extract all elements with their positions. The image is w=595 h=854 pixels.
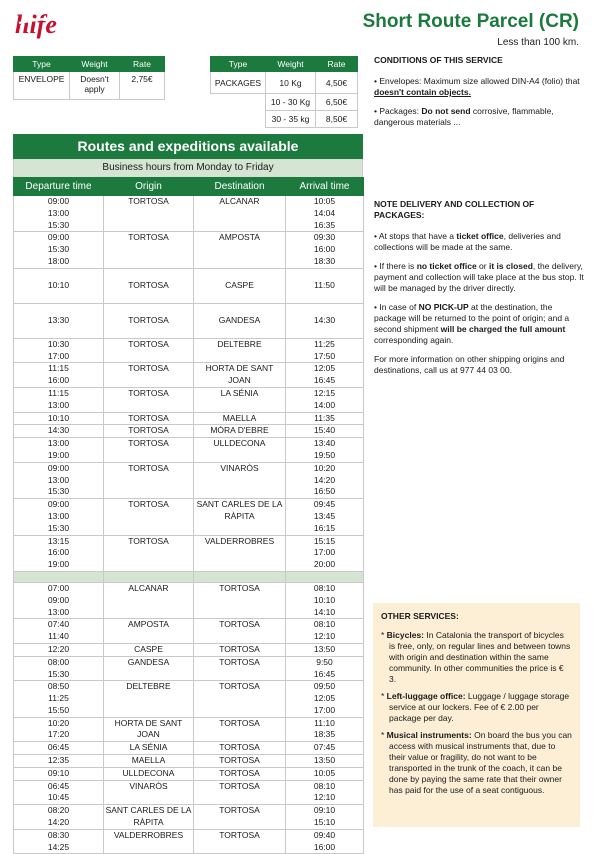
route-row bbox=[14, 582, 364, 618]
col-weight: Weight bbox=[266, 57, 316, 72]
arrival-cell: 13:50 bbox=[286, 755, 364, 768]
route-row bbox=[14, 805, 364, 830]
origin-cell: VINARÒS bbox=[104, 780, 194, 805]
departure-cell: 09:00 13:00 15:30 bbox=[14, 196, 104, 232]
hife-logo bbox=[13, 11, 99, 39]
delivery-note-contact: For more information on other shipping origins and destinations, call us at 977 44 03 00. bbox=[374, 354, 565, 375]
arrival-cell: 15:15 17:00 20:00 bbox=[286, 535, 364, 571]
package-rate: 6,50€ bbox=[316, 94, 358, 111]
departure-cell: 08:00 15:30 bbox=[14, 656, 104, 681]
destination-cell: TORTOSA bbox=[194, 619, 286, 644]
routes-table bbox=[13, 177, 364, 854]
departure-cell: 06:45 bbox=[14, 742, 104, 755]
service-left-luggage: * Left-luggage office: Luggage / luggage storage service at our lockers. Fee of € 2.00 per package per day. bbox=[381, 691, 570, 723]
arrival-cell: 09:50 12:05 17:00 bbox=[286, 681, 364, 717]
origin-cell: GANDESA bbox=[104, 656, 194, 681]
destination-cell: MÓRA D'EBRE bbox=[194, 425, 286, 438]
logo-text: hife bbox=[15, 10, 57, 39]
route-row bbox=[14, 303, 364, 338]
arrival-cell: 07:45 bbox=[286, 742, 364, 755]
origin-cell: VALDERROBRES bbox=[104, 829, 194, 854]
origin-cell: TORTOSA bbox=[104, 438, 194, 463]
package-rate-table bbox=[210, 56, 358, 128]
envelope-rate-table bbox=[13, 56, 165, 100]
departure-cell: 07:00 09:00 13:00 bbox=[14, 582, 104, 618]
route-row bbox=[14, 535, 364, 571]
col-arrival: Arrival time bbox=[286, 178, 364, 196]
origin-cell: TORTOSA bbox=[104, 425, 194, 438]
origin-cell: TORTOSA bbox=[104, 387, 194, 412]
condition-packages: • Packages: Do not send corrosive, flammable, dangerous materials ... bbox=[374, 106, 554, 127]
destination-cell: ALCANAR bbox=[194, 196, 286, 232]
destination-cell: TORTOSA bbox=[194, 755, 286, 768]
destination-cell: TORTOSA bbox=[194, 805, 286, 830]
return-separator bbox=[14, 571, 364, 582]
departure-cell: 11:15 16:00 bbox=[14, 363, 104, 388]
departure-cell: 10:10 bbox=[14, 268, 104, 303]
origin-cell: TORTOSA bbox=[104, 462, 194, 498]
departure-cell: 10:30 17:00 bbox=[14, 338, 104, 363]
origin-cell: TORTOSA bbox=[104, 196, 194, 232]
conditions-section bbox=[374, 55, 584, 136]
route-row bbox=[14, 412, 364, 425]
origin-cell: MAELLA bbox=[104, 755, 194, 768]
routes-title: Routes and expeditions available bbox=[13, 134, 363, 159]
destination-cell: VINARÒS bbox=[194, 462, 286, 498]
col-weight: Weight bbox=[70, 57, 120, 72]
arrival-cell: 12:05 16:45 bbox=[286, 363, 364, 388]
departure-cell: 08:30 14:25 bbox=[14, 829, 104, 854]
departure-cell: 09:10 bbox=[14, 767, 104, 780]
col-origin: Origin bbox=[104, 178, 194, 196]
destination-cell: CASPE bbox=[194, 268, 286, 303]
package-type: PACKAGES bbox=[211, 72, 266, 94]
arrival-cell: 09:30 16:00 18:30 bbox=[286, 232, 364, 268]
route-row bbox=[14, 829, 364, 854]
route-row bbox=[14, 338, 364, 363]
route-row bbox=[14, 499, 364, 535]
destination-cell: DELTEBRE bbox=[194, 338, 286, 363]
page-title: Short Route Parcel (CR) bbox=[362, 11, 579, 32]
col-departure: Departure time bbox=[14, 178, 104, 196]
origin-cell: AMPOSTA bbox=[104, 619, 194, 644]
package-rate: 4,50€ bbox=[316, 72, 358, 94]
destination-cell: HORTA DE SANT JOAN bbox=[194, 363, 286, 388]
arrival-cell: 09:10 15:10 bbox=[286, 805, 364, 830]
package-type bbox=[211, 111, 266, 128]
destination-cell: TORTOSA bbox=[194, 717, 286, 742]
origin-cell: HORTA DE SANT JOAN bbox=[104, 717, 194, 742]
arrival-cell: 9:50 16:45 bbox=[286, 656, 364, 681]
origin-cell: LA SÉNIA bbox=[104, 742, 194, 755]
delivery-note-no-office: • If there is no ticket office or it is closed, the delivery, payment and collection will take place at the bus stop. It will be managed by the driver directly. bbox=[374, 261, 584, 293]
envelope-rate: 2,75€ bbox=[120, 72, 165, 100]
destination-cell: ULLDECONA bbox=[194, 438, 286, 463]
page-subtitle: Less than 100 km. bbox=[497, 37, 579, 48]
departure-cell: 13:00 19:00 bbox=[14, 438, 104, 463]
destination-cell: TORTOSA bbox=[194, 742, 286, 755]
destination-cell: GANDESA bbox=[194, 303, 286, 338]
departure-cell: 12:20 bbox=[14, 643, 104, 656]
col-type: Type bbox=[211, 57, 266, 72]
destination-cell: TORTOSA bbox=[194, 780, 286, 805]
route-row bbox=[14, 780, 364, 805]
col-type: Type bbox=[14, 57, 70, 72]
origin-cell: TORTOSA bbox=[104, 268, 194, 303]
departure-cell: 07:40 11:40 bbox=[14, 619, 104, 644]
arrival-cell: 09:45 13:45 16:15 bbox=[286, 499, 364, 535]
departure-cell: 14:30 bbox=[14, 425, 104, 438]
route-row bbox=[14, 717, 364, 742]
departure-cell: 09:00 15:30 18:00 bbox=[14, 232, 104, 268]
arrival-cell: 08:10 12:10 bbox=[286, 780, 364, 805]
destination-cell: VALDERROBRES bbox=[194, 535, 286, 571]
departure-cell: 09:00 13:00 15:30 bbox=[14, 462, 104, 498]
separator-cell bbox=[14, 571, 104, 582]
departure-cell: 11:15 13:00 bbox=[14, 387, 104, 412]
arrival-cell: 08:10 12:10 bbox=[286, 619, 364, 644]
service-bicycles: * Bicycles: In Catalonia the transport of bicycles is free, only, on regular lines and between towns with origin and destination within the same community. In other communities the price is € 3. bbox=[381, 630, 571, 684]
origin-cell: TORTOSA bbox=[104, 338, 194, 363]
delivery-note-ticket-office: • At stops that have a ticket office, deliveries and collections will be made at the same. bbox=[374, 231, 561, 252]
route-row bbox=[14, 425, 364, 438]
origin-cell: CASPE bbox=[104, 643, 194, 656]
destination-cell: LA SÉNIA bbox=[194, 387, 286, 412]
origin-cell: TORTOSA bbox=[104, 412, 194, 425]
arrival-cell: 11:25 17:50 bbox=[286, 338, 364, 363]
separator-cell bbox=[286, 571, 364, 582]
destination-cell: TORTOSA bbox=[194, 681, 286, 717]
arrival-cell: 13:50 bbox=[286, 643, 364, 656]
arrival-cell: 11:50 bbox=[286, 268, 364, 303]
origin-cell: DELTEBRE bbox=[104, 681, 194, 717]
departure-cell: 06:45 10:45 bbox=[14, 780, 104, 805]
destination-cell: TORTOSA bbox=[194, 582, 286, 618]
origin-cell: ALCANAR bbox=[104, 582, 194, 618]
departure-cell: 10:20 17:20 bbox=[14, 717, 104, 742]
arrival-cell: 12:15 14:00 bbox=[286, 387, 364, 412]
delivery-notes-section bbox=[374, 199, 584, 384]
route-row bbox=[14, 619, 364, 644]
package-weight: 10 - 30 Kg bbox=[266, 94, 316, 111]
col-rate: Rate bbox=[120, 57, 165, 72]
origin-cell: TORTOSA bbox=[104, 363, 194, 388]
envelope-type: ENVELOPE bbox=[14, 72, 70, 100]
arrival-cell: 10:05 bbox=[286, 767, 364, 780]
arrival-cell: 11:10 18:35 bbox=[286, 717, 364, 742]
arrival-cell: 09:40 16:00 bbox=[286, 829, 364, 854]
route-row bbox=[14, 462, 364, 498]
route-row bbox=[14, 387, 364, 412]
delivery-heading: NOTE DELIVERY AND COLLECTION OF PACKAGES: bbox=[374, 199, 535, 220]
departure-cell: 09:00 13:00 15:30 bbox=[14, 499, 104, 535]
package-weight: 10 Kg bbox=[266, 72, 316, 94]
destination-cell: TORTOSA bbox=[194, 656, 286, 681]
destination-cell: SANT CARLES DE LA RÀPITA bbox=[194, 499, 286, 535]
routes-subtitle: Business hours from Monday to Friday bbox=[13, 159, 363, 177]
route-row bbox=[14, 363, 364, 388]
destination-cell: TORTOSA bbox=[194, 643, 286, 656]
arrival-cell: 08:10 10:10 14:10 bbox=[286, 582, 364, 618]
delivery-note-no-pickup: • In case of NO PICK-UP at the destination, the package will be returned to the point of origin; and a second shipment will be charged the full amount corresponding again. bbox=[374, 302, 570, 345]
route-row bbox=[14, 643, 364, 656]
route-row bbox=[14, 268, 364, 303]
route-row bbox=[14, 232, 364, 268]
col-destination: Destination bbox=[194, 178, 286, 196]
separator-cell bbox=[194, 571, 286, 582]
destination-cell: AMPOSTA bbox=[194, 232, 286, 268]
origin-cell: SANT CARLES DE LA RÀPITA bbox=[104, 805, 194, 830]
departure-cell: 13:30 bbox=[14, 303, 104, 338]
route-row bbox=[14, 196, 364, 232]
condition-envelopes: • Envelopes: Maximum size allowed DIN-A4 (folio) that doesn't contain objects. bbox=[374, 76, 580, 97]
route-row bbox=[14, 767, 364, 780]
other-services-box bbox=[373, 603, 580, 827]
route-row bbox=[14, 742, 364, 755]
col-rate: Rate bbox=[316, 57, 358, 72]
destination-cell: TORTOSA bbox=[194, 767, 286, 780]
destination-cell: TORTOSA bbox=[194, 829, 286, 854]
origin-cell: TORTOSA bbox=[104, 535, 194, 571]
package-weight: 30 - 35 kg bbox=[266, 111, 316, 128]
arrival-cell: 11:35 bbox=[286, 412, 364, 425]
departure-cell: 10:10 bbox=[14, 412, 104, 425]
arrival-cell: 15:40 bbox=[286, 425, 364, 438]
origin-cell: ULLDECONA bbox=[104, 767, 194, 780]
route-row bbox=[14, 438, 364, 463]
package-type bbox=[211, 94, 266, 111]
origin-cell: TORTOSA bbox=[104, 303, 194, 338]
separator-cell bbox=[104, 571, 194, 582]
package-rate: 8,50€ bbox=[316, 111, 358, 128]
other-services-heading: OTHER SERVICES: bbox=[381, 611, 459, 621]
arrival-cell: 10:20 14:20 16:50 bbox=[286, 462, 364, 498]
origin-cell: TORTOSA bbox=[104, 232, 194, 268]
origin-cell: TORTOSA bbox=[104, 499, 194, 535]
departure-cell: 13:15 16:00 19:00 bbox=[14, 535, 104, 571]
destination-cell: MAELLA bbox=[194, 412, 286, 425]
arrival-cell: 14:30 bbox=[286, 303, 364, 338]
arrival-cell: 13:40 19:50 bbox=[286, 438, 364, 463]
route-row bbox=[14, 681, 364, 717]
routes-section bbox=[13, 134, 363, 854]
arrival-cell: 10:05 14:04 16:35 bbox=[286, 196, 364, 232]
route-row bbox=[14, 656, 364, 681]
departure-cell: 12:35 bbox=[14, 755, 104, 768]
departure-cell: 08:50 11:25 15:50 bbox=[14, 681, 104, 717]
route-row bbox=[14, 755, 364, 768]
envelope-weight: Doesn't apply bbox=[70, 72, 120, 100]
service-musical-instruments: * Musical instruments: On board the bus you can access with musical instruments that, due to their value or fragility, do not want to be transported in the trunk of the coach, it can be done by paying the same rate that their owner has paid for the use of a seat contiguous. bbox=[381, 730, 572, 795]
departure-cell: 08:20 14:20 bbox=[14, 805, 104, 830]
conditions-heading: CONDITIONS OF THIS SERVICE bbox=[374, 55, 503, 65]
